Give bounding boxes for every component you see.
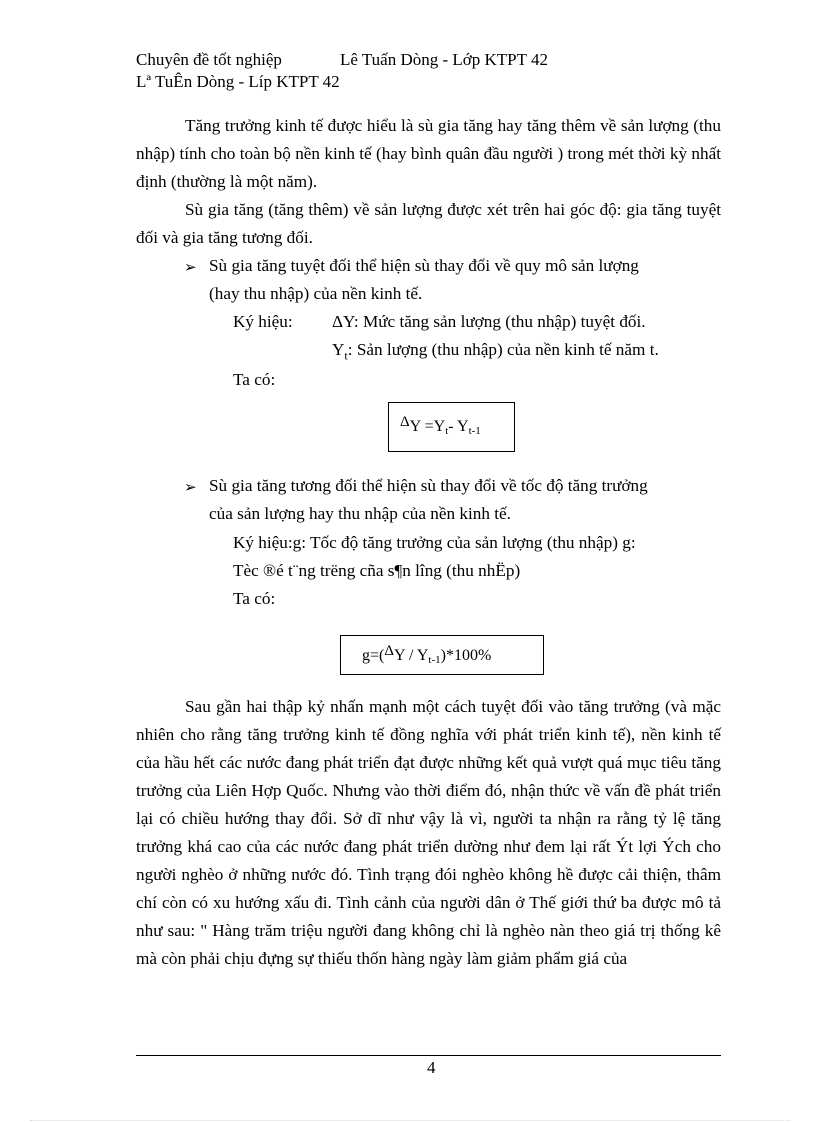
paragraph-text: Sau gần hai thập kỷ nhấn mạnh một cách tuyệt đối vào tăng trưởng (và mặc nhiên cho rằng tăng trưởng kinh tế đồng nghĩa với phát triển kinh tế), nền kinh tế của hầu hết các nước đang phát triển đạt được những kết quả vượt quá mục tiêu tăng trưởng của Liên Hợp Quốc. Nhưng vào thời điểm đó, nhận thức về vấn đề phát triển lại có chiều hướng thay đổi. Sở dĩ như vậy là vì, người ta nhận ra rằng tỷ lệ tăng trưởng khá cao của các nước đang phát triển dường như đem lại rất Ýt lợi Ých cho người nghèo ở những nước đó. Tình trạng đói nghèo không hề được cải thiện, thâm chí còn có xu hướng xấu đi. Tình cảnh của người dân ở Thế giới thứ ba được mô tả như sau: " Hàng trăm triệu người đang không chỉ là nghèo nàn theo giá trị thống kê mà còn phải chịu đựng sự thiếu thốn hàng ngày làm giảm phẩm giá của <box>136 697 721 968</box>
notation-growth-rate-garbled: Tèc ®é t¨ng trëng cña s¶n lîng (thu nhËp) <box>233 561 521 580</box>
bullet-absolute-line2: (hay thu nhập) của nền kinh tế. <box>209 284 423 303</box>
paragraph-development <box>136 693 721 973</box>
formula-sub: t-1 <box>428 654 441 666</box>
formula-sub: t-1 <box>468 425 481 437</box>
delta-symbol: Δ <box>400 414 410 430</box>
ta-co-label: Ta có: <box>233 370 276 389</box>
footer-rule <box>136 1055 721 1056</box>
bullet-relative-line2: của sản lượng hay thu nhập của nền kinh tế. <box>209 504 511 523</box>
bullet-absolute-line1: Sù gia tăng tuyệt đối thể hiện sù thay đổi về quy mô sản lượng <box>209 256 639 275</box>
formula-absolute <box>400 414 481 437</box>
formula-part: Y / Y <box>394 647 429 664</box>
header-author: Lê Tuấn Dòng - Lớp KTPT 42 <box>340 50 548 69</box>
yt-subscript: t <box>344 348 348 363</box>
page-edge-divider <box>30 1120 790 1121</box>
page-number: 4 <box>427 1058 436 1077</box>
paragraph-perspectives <box>136 196 721 252</box>
formula-part: g=( <box>362 647 385 664</box>
formula-part: )*100% <box>440 647 492 664</box>
bullet-relative-line1: Sù gia tăng tương đối thể hiện sù thay đổi về tốc độ tăng trưởng <box>209 476 648 495</box>
arrow-bullet-icon: ➢ <box>184 480 197 496</box>
formula-sub: t <box>445 425 449 437</box>
paragraph-text: Sù gia tăng (tăng thêm) về sản lượng được xét trên hai góc độ: gia tăng tuyệt đối và gia tăng tương đối. <box>136 200 721 247</box>
notation-delta-y: ΔY: Mức tăng sản lượng (thu nhập) tuyệt đối. <box>332 312 646 331</box>
yt-symbol: Y <box>332 340 345 359</box>
yt-description: : Sản lượng (thu nhập) của nền kinh tế năm t. <box>347 340 659 359</box>
notation-yt <box>332 336 659 369</box>
notation-growth-rate: Ký hiệu:g: Tốc độ tăng trưởng của sản lượng (thu nhập) g: <box>233 533 636 552</box>
delta-symbol: Δ <box>384 643 395 659</box>
paragraph-definition <box>136 112 721 196</box>
paragraph-text: Tăng trưởng kinh tế được hiểu là sù gia tăng hay tăng thêm về sản lượng (thu nhập) tính cho toàn bộ nền kinh tế (hay bình quân đầu người ) trong mét thời kỳ nhất định (thường là một năm). <box>136 116 721 191</box>
ta-co-label: Ta có: <box>233 589 276 608</box>
formula-part: - Y <box>448 418 469 435</box>
formula-part: Y =Y <box>409 418 446 435</box>
formula-relative <box>362 643 492 666</box>
arrow-bullet-icon: ➢ <box>184 260 197 276</box>
header-doc-type: Chuyên đề tốt nghiệp <box>136 50 282 69</box>
notation-label: Ký hiệu: <box>233 312 293 331</box>
header-author-garbled: Lª TuÊn Dòng - Líp KTPT 42 <box>136 72 340 91</box>
